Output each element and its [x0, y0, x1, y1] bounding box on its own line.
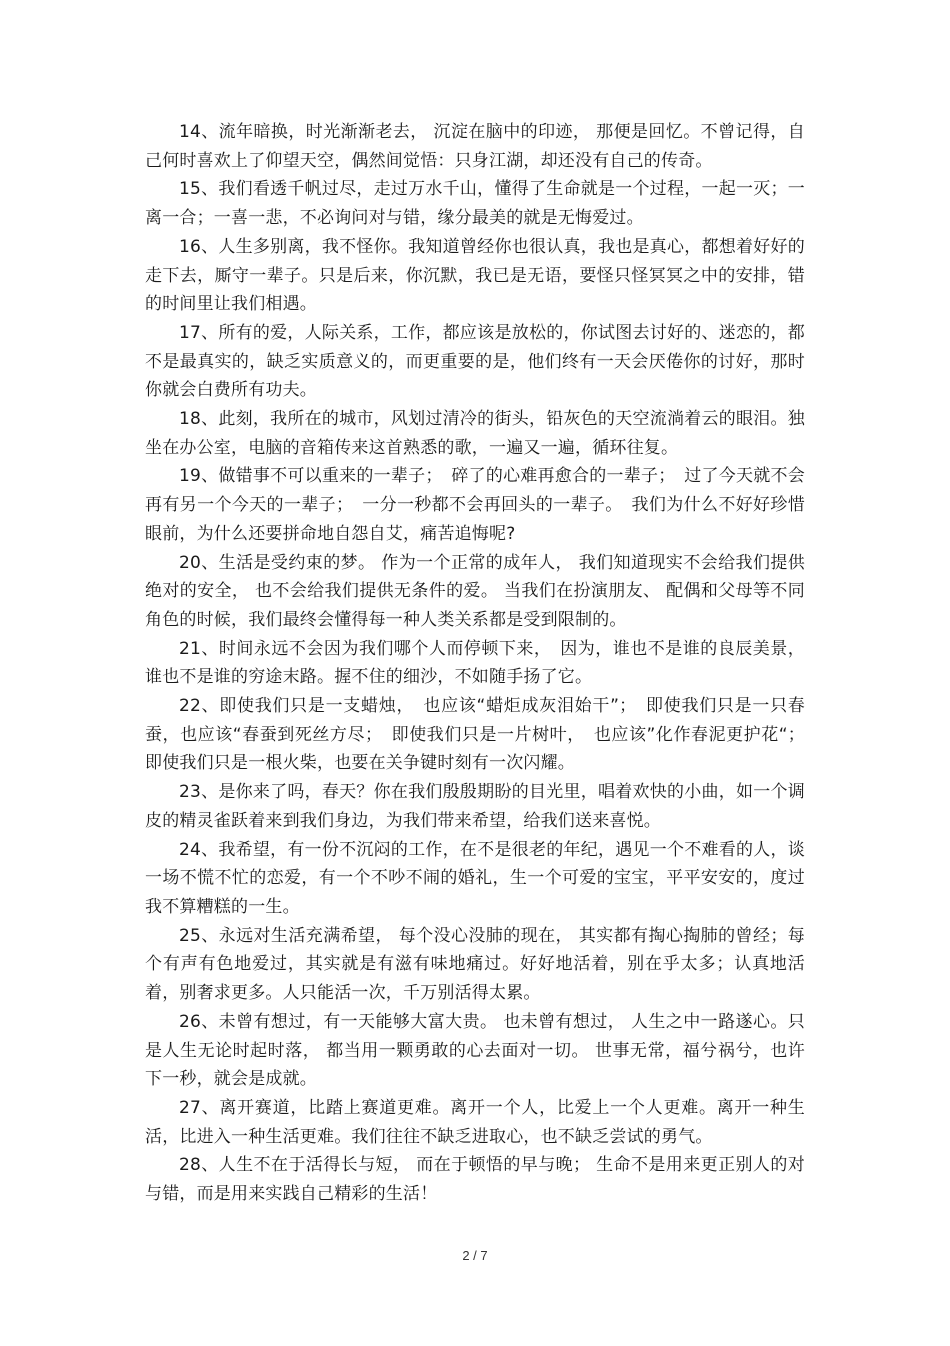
paragraph-27: 27、离开赛道，比踏上赛道更难。离开一个人，比爱上一个人更难。离开一种生活，比进入一种生活更难。我们往往不缺乏进取心，也不缺乏尝试的勇气。 [145, 1097, 805, 1147]
page-number: 2 / 7 [462, 1248, 488, 1263]
paragraph-14: 14、流年暗换，时光渐渐老去， 沉淀在脑中的印迹， 那便是回忆。不曾记得，自己何时喜欢上了仰望天空，偶然间觉悟：只身江湖，却还没有自己的传奇。 [145, 122, 805, 171]
paragraph-25: 25、永远对生活充满希望， 每个没心没肺的现在， 其实都有掏心掏肺的曾经；每个有声有色地爱过，其实就是有滋有味地痛过。好好地活着，别在乎太多；认真地活着，别奢求更多。人只能活一次，千万别活得太累。 [145, 925, 805, 1004]
paragraph-26: 26、未曾有想过，有一天能够大富大贵。 也未曾有想过， 人生之中一路遂心。只是人生无论时起时落， 都当用一颗勇敢的心去面对一切。 世事无常，福兮祸兮，也许下一秒，就会是成就。 [145, 1011, 805, 1090]
paragraph-16: 16、人生多别离，我不怪你。我知道曾经你也很认真，我也是真心，都想着好好的走下去，厮守一辈子。只是后来，你沉默，我已是无语，要怪只怪冥冥之中的安排，错的时间里让我们相遇。 [145, 236, 805, 315]
paragraph-23: 23、是你来了吗，春天？你在我们殷殷期盼的目光里，唱着欢快的小曲，如一个调皮的精灵雀跃着来到我们身边，为我们带来希望，给我们送来喜悦。 [145, 782, 805, 831]
paragraph-19: 19、做错事不可以重来的一辈子； 碎了的心难再愈合的一辈子； 过了今天就不会再有另一个今天的一辈子； 一分一秒都不会再回头的一辈子。 我们为什么不好好珍惜眼前，为什么还要拼命地自怨自艾，痛苦追悔呢? [145, 466, 805, 544]
paragraph-20: 20、生活是受约束的梦。 作为一个正常的成年人， 我们知道现实不会给我们提供绝对的安全， 也不会给我们提供无条件的爱。 当我们在扮演朋友、 配偶和父母等不同角色的时候，我们最终会懂得每一种人类关系都是受到限制的。 [145, 552, 805, 630]
document-body [145, 118, 805, 1209]
paragraph-28: 28、人生不在于活得长与短， 而在于顿悟的早与晚； 生命不是用来更正别人的对与错，而是用来实践自己精彩的生活！ [145, 1155, 805, 1205]
paragraph-18: 18、此刻，我所在的城市，风划过清冷的街头，铅灰色的天空流淌着云的眼泪。独坐在办公室，电脑的音箱传来这首熟悉的歌，一遍又一遍，循环往复。 [145, 409, 805, 458]
paragraph-22: 22、即使我们只是一支蜡烛， 也应该“蜡炬成灰泪始干”； 即使我们只是一只春蚕，也应该“春蚕到死丝方尽； 即使我们只是一片树叶， 也应该”化作春泥更护花“；即使我们只是一根火柴，也要在关争键时刻有一次闪耀。 [145, 696, 805, 774]
paragraph-17: 17、所有的爱，人际关系，工作，都应该是放松的，你试图去讨好的、迷恋的，都不是最真实的，缺乏实质意义的，而更重要的是，他们终有一天会厌倦你的讨好，那时你就会白费所有功夫。 [145, 322, 805, 401]
paragraph-15: 15、我们看透千帆过尽，走过万水千山，懂得了生命就是一个过程，一起一灭；一离一合；一喜一悲，不必询问对与错，缘分最美的就是无悔爱过。 [145, 179, 805, 229]
paragraph-21: 21、时间永远不会因为我们哪个人而停顿下来， 因为，谁也不是谁的良辰美景，谁也不是谁的穷途末路。握不住的细沙，不如随手扬了它。 [145, 638, 805, 688]
paragraph-24: 24、我希望，有一份不沉闷的工作，在不是很老的年纪，遇见一个不难看的人，谈一场不慌不忙的恋爱，有一个不吵不闹的婚礼，生一个可爱的宝宝，平平安安的，度过我不算糟糕的一生。 [145, 839, 805, 917]
